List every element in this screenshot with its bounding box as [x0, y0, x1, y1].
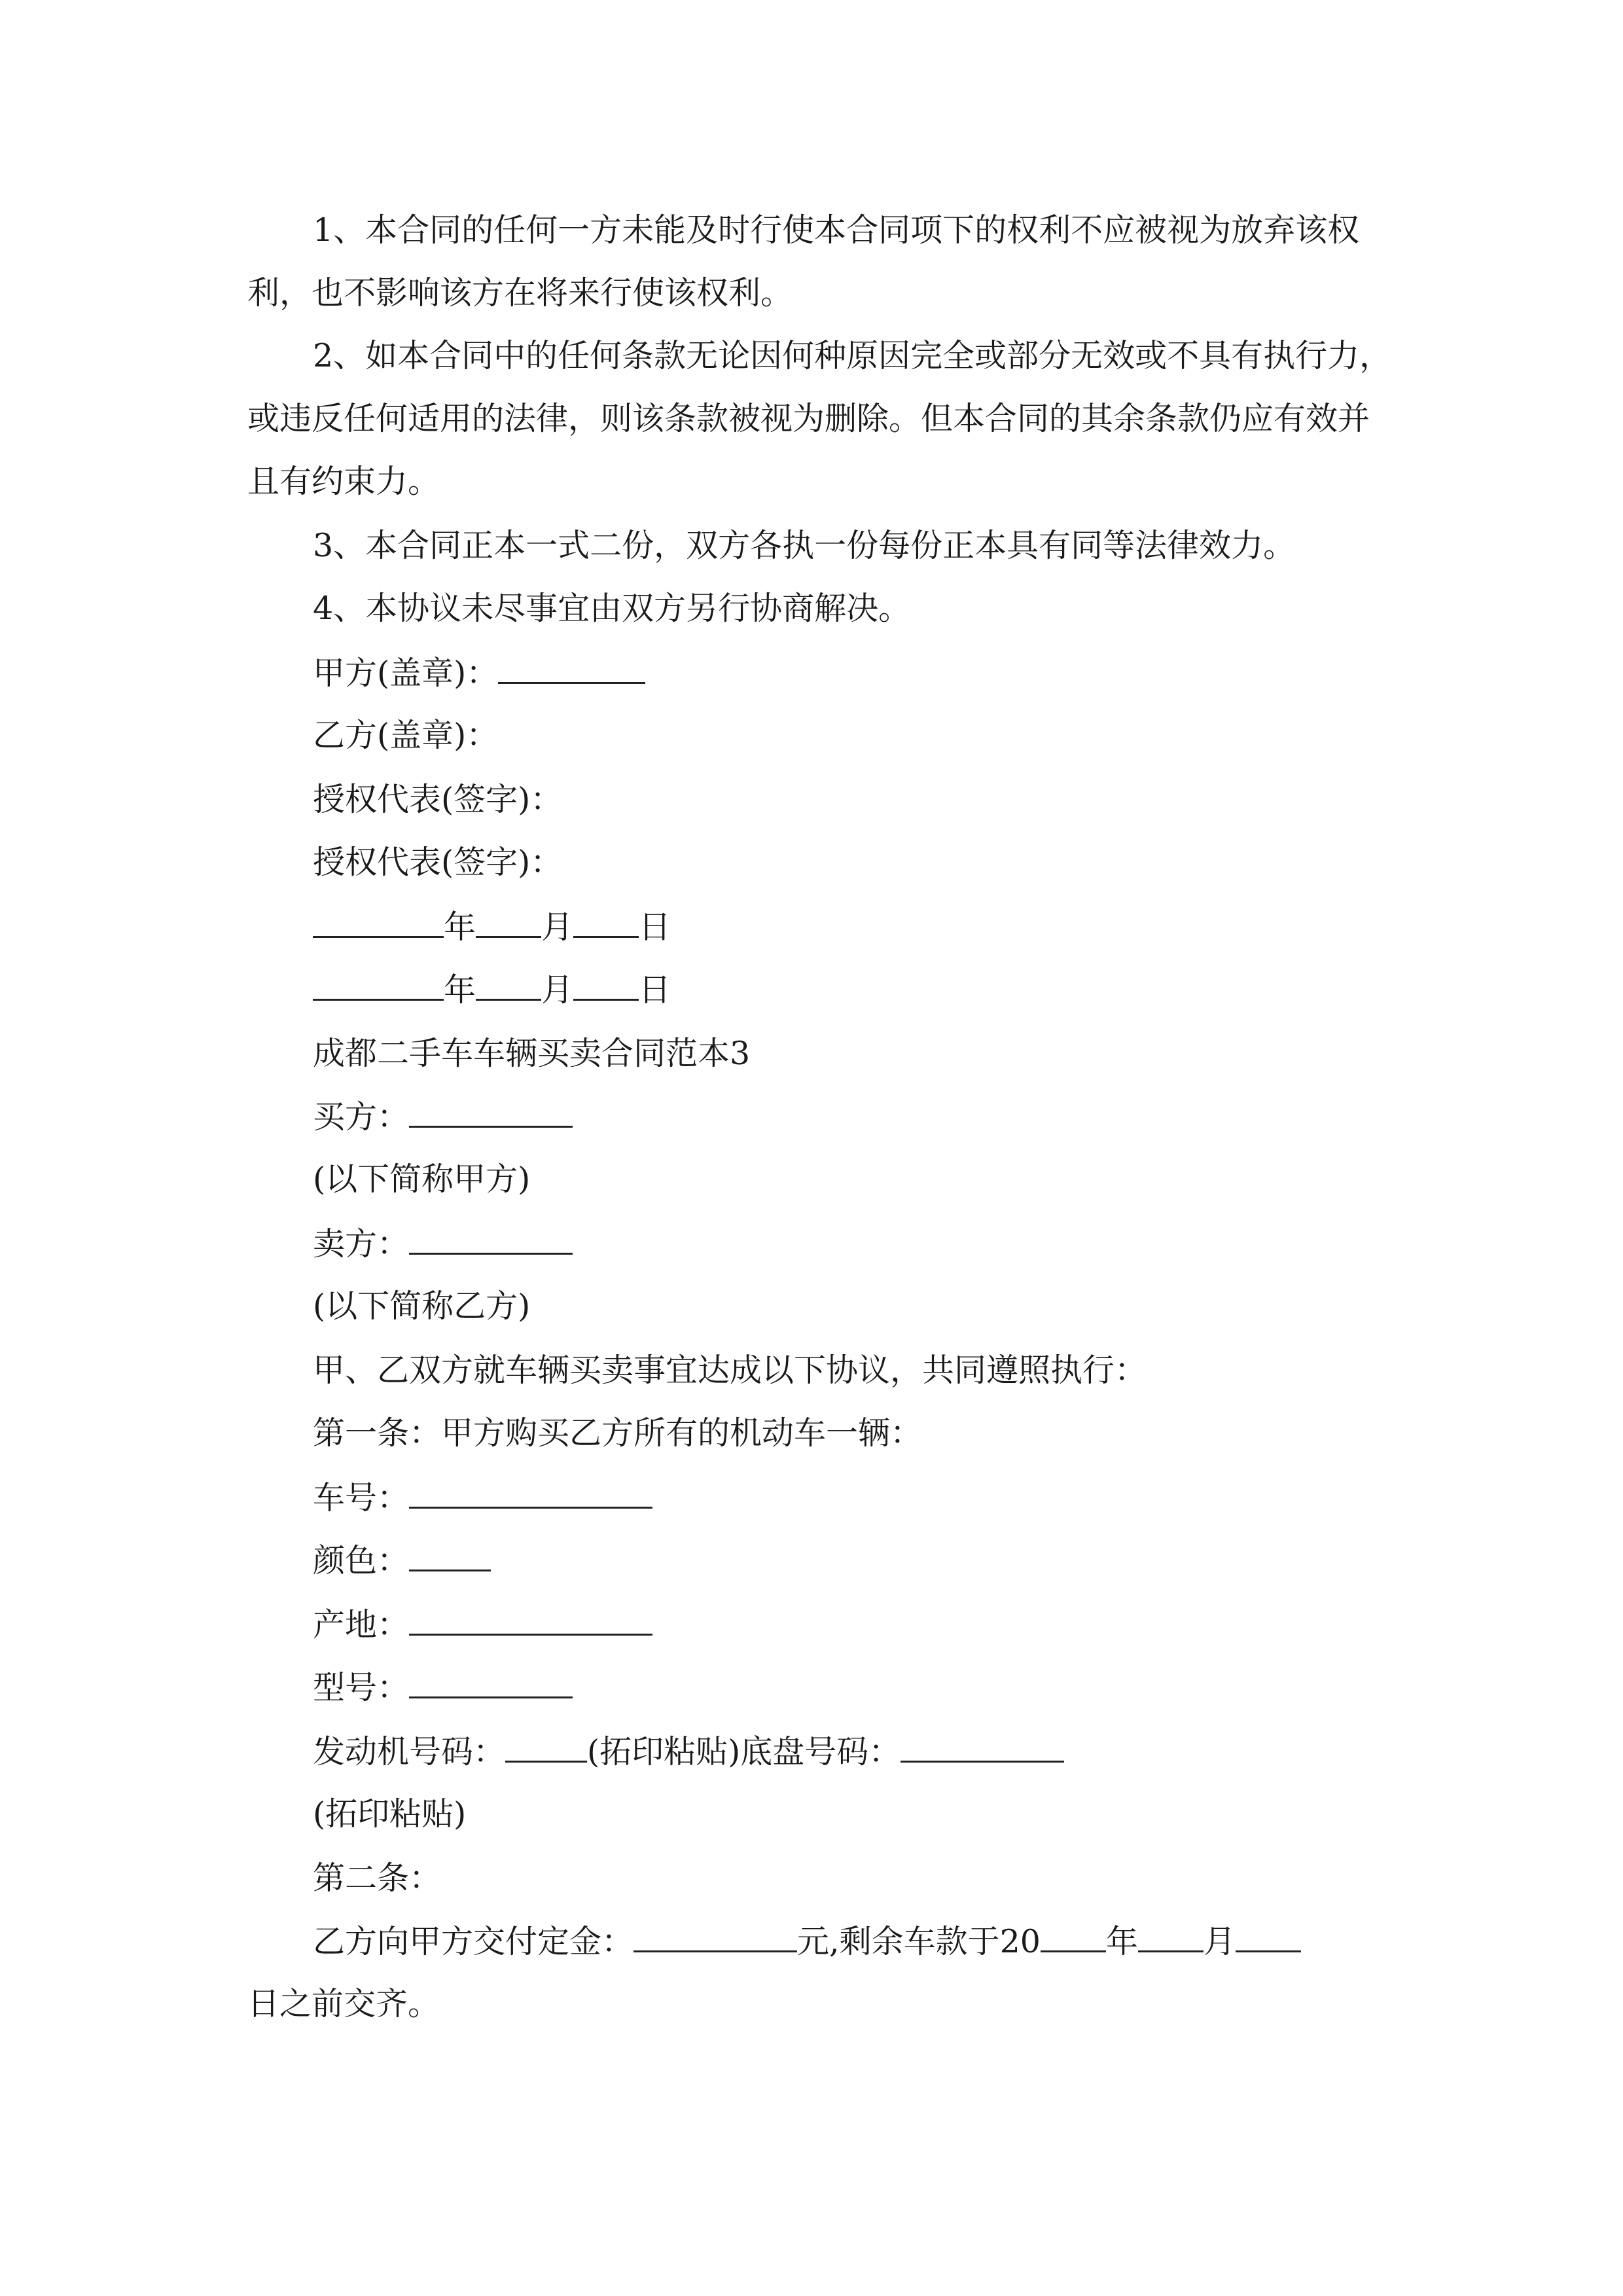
deposit-day-blank[interactable] — [1236, 1922, 1301, 1952]
model-blank[interactable] — [409, 1668, 573, 1698]
date-a-year-blank[interactable] — [313, 907, 444, 938]
party-a-seal-blank[interactable] — [498, 653, 645, 684]
date-b-year-blank[interactable] — [313, 970, 444, 1001]
buyer-line — [313, 1097, 573, 1137]
clause-2-line-2: 或违反任何适用的法律，则该条款被视为删除。但本合同的其余条款仍应有效并 — [247, 400, 1370, 437]
seller-label: 卖方： — [313, 1225, 410, 1263]
date-a-month-label: 月 — [541, 908, 574, 946]
deposit-balance-label: 元,剩余车款于20 — [797, 1923, 1041, 1960]
party-a-seal-label: 甲方(盖章)： — [313, 655, 499, 692]
plate-line — [313, 1478, 652, 1518]
seller-alias: (以下简称乙方) — [313, 1287, 531, 1325]
clause-4: 4、本协议未尽事宜由双方另行协商解决。 — [313, 590, 911, 627]
deposit-year-blank[interactable] — [1041, 1922, 1106, 1952]
deposit-end: 日之前交齐。 — [247, 1985, 440, 2022]
rep-a-signature: 授权代表(签字)： — [313, 781, 563, 818]
date-line-b — [313, 970, 671, 1010]
party-a-seal — [313, 653, 645, 693]
model-label: 型号： — [313, 1669, 410, 1706]
buyer-blank[interactable] — [409, 1097, 573, 1128]
rep-b-signature: 授权代表(签字)： — [313, 844, 563, 881]
buyer-alias: (以下简称甲方) — [313, 1160, 531, 1198]
origin-blank[interactable] — [409, 1605, 652, 1636]
deposit-amount-blank[interactable] — [633, 1922, 797, 1952]
date-b-month-label: 月 — [541, 971, 574, 1009]
date-b-year-label: 年 — [444, 971, 476, 1009]
deposit-month-blank[interactable] — [1138, 1922, 1204, 1952]
chassis-label: (拓印粘贴)底盘号码： — [587, 1733, 901, 1770]
engine-label: 发动机号码： — [313, 1733, 506, 1770]
seller-blank[interactable] — [409, 1224, 573, 1255]
color-line — [313, 1541, 491, 1581]
origin-line — [313, 1605, 652, 1645]
engine-blank[interactable] — [505, 1732, 587, 1763]
agreement-intro: 甲、乙双方就车辆买卖事宜达成以下协议，共同遵照执行： — [313, 1352, 1147, 1389]
date-line-a — [313, 907, 671, 947]
seller-line — [313, 1224, 573, 1264]
color-blank[interactable] — [409, 1541, 491, 1571]
date-b-month-blank[interactable] — [476, 970, 541, 1001]
party-b-seal: 乙方(盖章)： — [313, 717, 499, 754]
clause-1-line-2: 利，也不影响该方在将来行使该权利。 — [247, 274, 793, 312]
model-line — [313, 1668, 573, 1708]
buyer-label: 买方： — [313, 1098, 410, 1136]
deposit-year-label: 年 — [1105, 1923, 1138, 1960]
clause-2-line-1: 2、如本合同中的任何条款无论因何种原因完全或部分无效或不具有执行力， — [313, 337, 1392, 374]
color-label: 颜色： — [313, 1542, 410, 1579]
clause-2-line-3: 且有约束力。 — [247, 463, 440, 500]
chassis-blank[interactable] — [901, 1732, 1064, 1763]
deposit-month-label: 月 — [1203, 1923, 1236, 1960]
article-2: 第二条： — [313, 1859, 442, 1897]
origin-label: 产地： — [313, 1606, 410, 1643]
article-1: 第一条：甲方购买乙方所有的机动车一辆： — [313, 1414, 923, 1452]
engine-line — [313, 1732, 1064, 1772]
clause-1-line-1: 1、本合同的任何一方未能及时行使本合同项下的权利不应被视为放弃该权 — [313, 211, 1360, 249]
plate-blank[interactable] — [409, 1478, 652, 1509]
plate-label: 车号： — [313, 1479, 410, 1516]
date-a-day-blank[interactable] — [573, 907, 639, 938]
date-b-day-label: 日 — [639, 971, 671, 1009]
deposit-label: 乙方向甲方交付定金： — [313, 1923, 634, 1960]
date-a-day-label: 日 — [639, 908, 671, 946]
date-a-month-blank[interactable] — [476, 907, 541, 938]
date-a-year-label: 年 — [444, 908, 476, 946]
deposit-line — [313, 1922, 1301, 1962]
rubbing-note: (拓印粘贴) — [313, 1795, 467, 1833]
date-b-day-blank[interactable] — [573, 970, 639, 1001]
clause-3: 3、本合同正本一式二份，双方各执一份每份正本具有同等法律效力。 — [313, 527, 1296, 564]
contract-title: 成都二手车车辆买卖合同范本3 — [313, 1035, 751, 1072]
